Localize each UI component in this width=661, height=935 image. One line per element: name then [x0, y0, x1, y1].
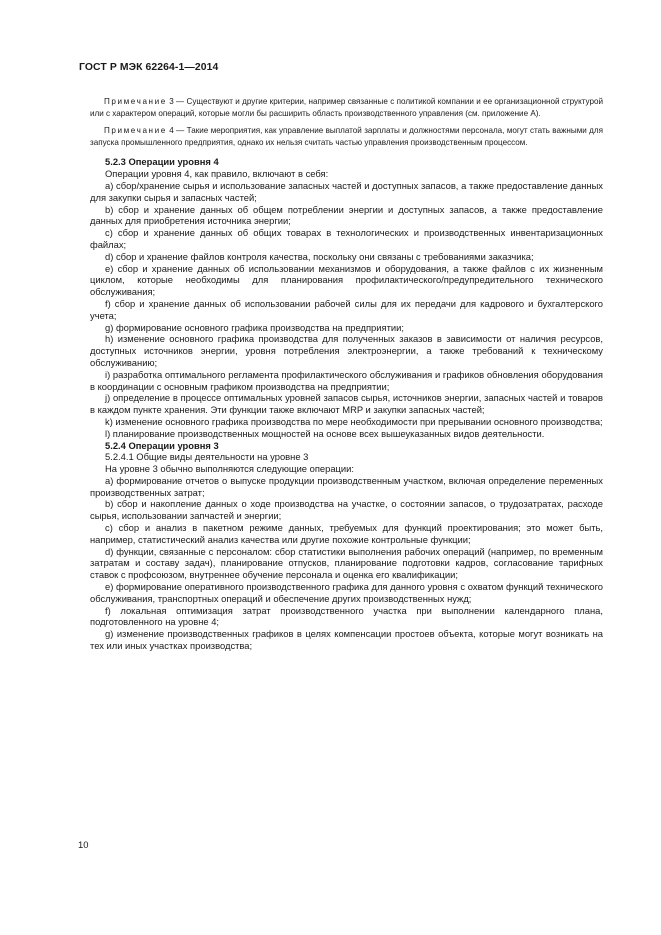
list-item: g) изменение производственных графиков в целях компенсации простоев объекта, которые могут возникать на тех или иных участках производства; — [90, 628, 603, 652]
list-item: i) разработка оптимального регламента профилактического обслуживания и графиков обновления оборудования в координации с основным графиком производства на предприятии; — [90, 368, 603, 392]
note-label: Примечание — [104, 97, 167, 106]
list-item: f) сбор и хранение данных об использовании рабочей силы для их передачи для кадрового и бухгалтерского учета; — [90, 297, 603, 321]
section-heading: 5.2.4 Операции уровня 3 — [105, 439, 219, 451]
list-item: g) формирование основного графика производства на предприятии; — [105, 321, 404, 333]
note-text: 4 — Такие мероприятия, как управление выплатой зарплаты и должностями персонала, могут стать важными для запуска промышленного предприятия, однако их нельзя считать частью управления производственным процессом. — [90, 126, 604, 147]
note-label: Примечание — [104, 126, 167, 136]
page-body — [90, 96, 603, 652]
page-number: 10 — [78, 839, 89, 850]
list-item: h) изменение основного графика производства для полученных заказов в зависимости от наличия ресурсов, доступных источников энергии, уровня потребления электроэнергии, а также требований к техническому обслуживанию; — [90, 333, 603, 368]
list-item: j) определение в процессе оптимальных уровней запасов сырья, источников энергии, запасных частей и товаров в каждом пункте хранения. Эти функции также включают MRP и закупки запасных частей; — [90, 392, 603, 416]
section-5-2-4 — [90, 440, 603, 652]
subsection-heading: 5.2.4.1 Общие виды деятельности на уровне 3 — [105, 451, 309, 463]
note-text: 3 — Существуют и другие критерии, например связанные с политикой компании и ее организационной структурой или с характером операций, которые могли бы расширить область производственного управления (см. приложение А). — [90, 97, 603, 118]
list-item: b) сбор и накопление данных о ходе производства на участке, о состоянии запасов, о трудозатратах, расходе сырья, использовании запчастей и энергии; — [90, 498, 603, 522]
note-3 — [90, 96, 603, 119]
section-intro: На уровне 3 обычно выполняются следующие операции: — [105, 463, 355, 475]
list-item: e) сбор и хранение данных об использовании механизмов и оборудования, а также файлов с их жизненным циклом, которые необходимы для планирования профилактического/предупредительного технического обслуживания; — [90, 262, 603, 298]
standard-header: ГОСТ Р МЭК 62264-1—2014 — [79, 62, 219, 73]
list-item: b) сбор и хранение данных об общем потреблении энергии и доступных запасов, а также предоставление данных для приобретения источника энергии; — [90, 203, 603, 227]
list-item: k) изменение основного графика производства по мере необходимости при прерывании основного производства; — [105, 415, 603, 427]
list-item: d) функции, связанные с персоналом: сбор статистики выполнения рабочих операций (например, по временным затратам и составу задач), планирование отпусков, планирование подготовки кадров, согласование тарифных ставок с профсоюзом, внутреннее обучение персонала и оценка его квалификации; — [90, 545, 603, 581]
list-item: f) локальная оптимизация затрат производственного участка при выполнении календарного плана, подготовленного на уровне 4; — [90, 604, 603, 628]
note-4 — [90, 125, 603, 148]
list-item: e) формирование оперативного производственного графика для данного уровня с охватом функций технического обслуживания, транспортных операций и обеспечение других производственных нужд; — [90, 581, 603, 604]
list-item: c) сбор и хранение данных об общих товарах в технологических и производственных инвентаризационных файлах; — [90, 227, 603, 250]
list-item: c) сбор и анализ в пакетном режиме данных, требуемых для функций проектирования; это может быть, например, статистический анализ качества или другие похожие контрольные функции; — [90, 522, 603, 545]
list-item: a) сбор/хранение сырья и использование запасных частей и доступных запасов, а также предоставление данных для закупки сырья и запасных частей; — [90, 179, 603, 203]
list-item: l) планирование производственных мощностей на основе всех вышеуказанных видов деятельности. — [105, 427, 545, 439]
list-item: a) формирование отчетов о выпуске продукции производственным участком, включая определение переменных производственных затрат; — [90, 474, 603, 498]
section-intro: Операции уровня 4, как правило, включают в себя: — [105, 168, 329, 180]
section-heading: 5.2.3 Операции уровня 4 — [105, 156, 219, 168]
list-item: d) сбор и хранение файлов контроля качества, поскольку они связаны с требованиями заказчика; — [105, 250, 534, 262]
section-5-2-3 — [90, 156, 603, 439]
